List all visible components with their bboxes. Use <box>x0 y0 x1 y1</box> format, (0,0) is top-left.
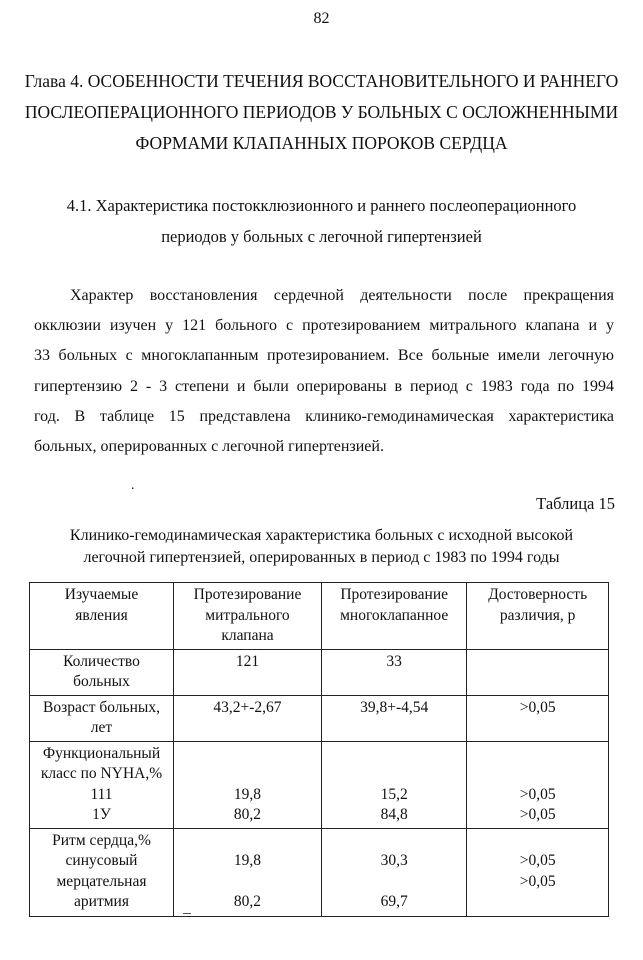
cell-text: мерцательная <box>56 872 147 890</box>
section-title <box>40 190 603 252</box>
cell-text <box>177 764 318 785</box>
paragraph-line: 33 больных с многоклапанным протезированием. Все больные имели легочную <box>34 347 614 365</box>
cell-text: >0,05 <box>519 872 556 890</box>
pen-mark <box>183 913 191 914</box>
chapter-title-line: ФОРМАМИ КЛАПАННЫХ ПОРОКОВ СЕРДЦА <box>135 133 508 153</box>
cell-text: Количество <box>63 652 140 670</box>
cell-text: 15,2 <box>380 785 408 803</box>
multivalve-cell <box>321 649 466 695</box>
cell-text <box>325 872 463 893</box>
paragraph-line: Характер восстановления сердечной деятельности после прекращения <box>70 287 614 304</box>
row-label-cell <box>30 649 174 695</box>
cell-text <box>325 764 463 785</box>
cell-text: аритмия <box>74 893 129 910</box>
cell-text: Возраст больных, <box>43 698 160 716</box>
section-title-line: периодов у больных с легочной гипертензией <box>161 227 482 246</box>
table-row <box>30 828 609 916</box>
characteristics-table <box>29 582 609 917</box>
cell-text <box>470 892 605 913</box>
header-text: Протезирование <box>193 586 302 603</box>
chapter-title-line: Глава 4. ОСОБЕННОСТИ ТЕЧЕНИЯ ВОССТАНОВИТЕЛЬНОГО И РАННЕГО <box>24 71 619 91</box>
cell-text: 19,8 <box>233 852 262 869</box>
page-number: 82 <box>313 10 330 27</box>
header-text: Изучаемые <box>64 586 139 603</box>
cell-text: 33 <box>386 652 402 670</box>
cell-text: 1У <box>92 806 111 823</box>
header-text: митрального <box>205 606 290 624</box>
stray-mark: . <box>131 478 135 493</box>
table-row <box>30 649 609 695</box>
p-value-cell <box>467 649 609 695</box>
header-cell <box>30 583 174 650</box>
cell-text <box>177 831 318 852</box>
cell-text: >0,05 <box>519 806 556 823</box>
row-label-cell <box>30 695 174 741</box>
paragraph-line: окклюзии изучен у 121 больного с протезированием митрального клапана и у <box>34 317 614 335</box>
cell-text: >0,05 <box>519 785 556 803</box>
cell-text: синусовый <box>65 852 138 869</box>
body-paragraph <box>34 281 614 462</box>
header-text: явления <box>75 606 128 624</box>
cell-text: класс по NYHA,% <box>40 765 163 782</box>
chapter-title <box>20 66 623 159</box>
table-row <box>30 695 609 741</box>
header-text: клапана <box>221 627 274 644</box>
paragraph-line: больных, оперированных с легочной гипертензией. <box>34 438 384 456</box>
cell-text: 69,7 <box>380 893 408 910</box>
caption-line: легочной гипертензией, оперированных в период с 1983 по 1994 годы <box>83 549 560 566</box>
cell-text: >0,05 <box>519 698 556 716</box>
p-value-cell <box>467 828 609 916</box>
cell-text: 30,3 <box>380 852 408 869</box>
multivalve-cell <box>321 741 466 828</box>
cell-text <box>325 831 463 852</box>
cell-text: 121 <box>235 652 260 670</box>
mitral-cell <box>174 828 322 916</box>
p-value-cell <box>467 741 609 828</box>
header-cell <box>174 583 322 650</box>
paragraph-line: гипертензию 2 - 3 степени и были оперированы в период с 1983 года по 1994 <box>34 377 614 395</box>
chapter-title-line: ПОСЛЕОПЕРАЦИОННОГО ПЕРИОДОВ У БОЛЬНЫХ С ОСЛОЖНЕННЫМИ <box>24 102 619 122</box>
table-number: Таблица 15 <box>536 494 615 513</box>
header-cell <box>321 583 466 650</box>
cell-text <box>177 744 318 765</box>
table-header-row <box>30 583 609 650</box>
cell-text: 80,2 <box>233 893 262 910</box>
multivalve-cell <box>321 695 466 741</box>
cell-text: 111 <box>90 785 113 803</box>
cell-text <box>470 764 605 785</box>
cell-text: >0,05 <box>519 852 556 869</box>
row-label-cell <box>30 828 174 916</box>
cell-text-with-mark <box>177 892 318 914</box>
cell-text: 43,2+-2,67 <box>213 698 282 716</box>
p-value-cell <box>467 695 609 741</box>
cell-text <box>470 744 605 765</box>
cell-text: Функциональный <box>42 744 161 762</box>
table-caption <box>30 525 613 569</box>
cell-text <box>325 744 463 765</box>
section-title-line: 4.1. Характеристика постокклюзионного и раннего послеоперационного <box>66 196 577 215</box>
caption-line: Клинико-гемодинамическая характеристика больных с исходной высокой <box>69 527 574 544</box>
header-text: многоклапанное <box>340 606 449 624</box>
cell-text <box>177 872 318 893</box>
header-text: Достоверность <box>488 586 588 603</box>
cell-text: 39,8+-4,54 <box>360 698 429 716</box>
cell-text: больных <box>73 673 130 690</box>
cell-text: 80,2 <box>233 806 262 823</box>
header-text: различия, р <box>499 606 576 624</box>
table-row <box>30 741 609 828</box>
mitral-cell <box>174 649 322 695</box>
mitral-cell <box>174 695 322 741</box>
cell-text <box>470 831 605 852</box>
multivalve-cell <box>321 828 466 916</box>
row-label-cell <box>30 741 174 828</box>
cell-text: Ритм сердца,% <box>52 831 151 849</box>
paragraph-line: год. В таблице 15 представлена клинико-гемодинамическая характеристика <box>34 407 614 425</box>
cell-text: 19,8 <box>233 785 262 803</box>
cell-text: лет <box>90 719 113 736</box>
mitral-cell <box>174 741 322 828</box>
cell-text: 84,8 <box>380 806 408 823</box>
header-cell <box>467 583 609 650</box>
header-text: Протезирование <box>340 586 449 603</box>
